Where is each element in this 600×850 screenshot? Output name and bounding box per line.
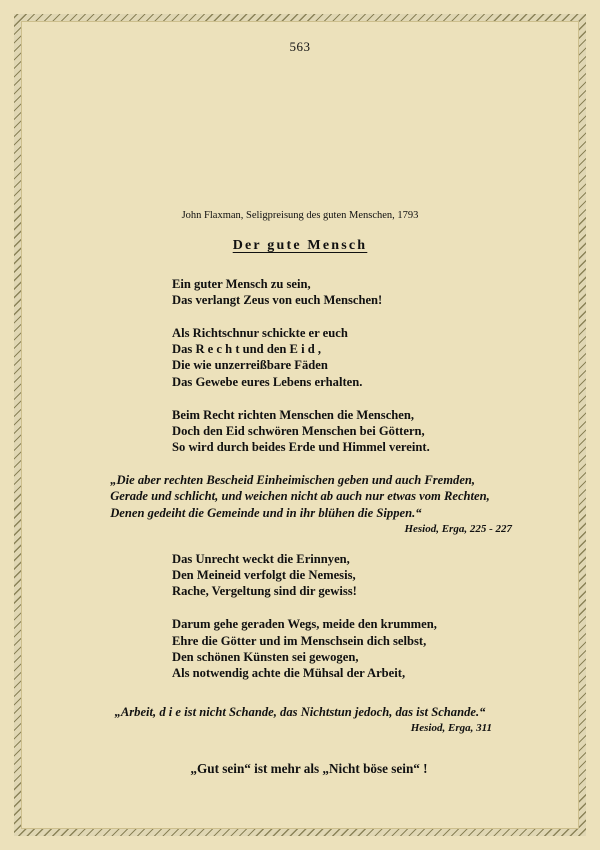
poem-block: [30, 210, 570, 777]
stanza-line: Beim Recht richten Menschen die Menschen,: [172, 407, 415, 422]
stanza-line: Doch den Eid schwören Menschen bei Göttern,: [172, 423, 425, 438]
stanza-line: Ein guter Mensch zu sein,: [172, 277, 311, 291]
quote-attribution-2: Hesiod, Erga, 311: [410, 722, 492, 735]
stanza-line: Das verlangt Zeus von euch Menschen!: [172, 293, 383, 308]
stanza-line: Darum gehe geraden Wegs, meide den krummen,: [172, 617, 437, 632]
stanza-line: Das Gewebe eures Lebens erhalten.: [172, 374, 363, 389]
artwork-caption: John Flaxman, Seligpreisung des guten Menschen, 1793: [181, 210, 419, 221]
stanza-line: Das R e c h t und den E i d ,: [172, 342, 322, 357]
quote-line: Gerade und schlicht, und weichen nicht ab auch nur etwas vom Rechten,: [110, 489, 490, 504]
stanza-line: Rache, Vergeltung sind dir gewiss!: [172, 584, 357, 599]
stanza-line: Den Meineid verfolgt die Nemesis,: [172, 568, 356, 583]
quote-line: „Die aber rechten Bescheid Einheimischen geben und auch Fremden,: [110, 472, 476, 487]
stanza-line: Als notwendig achte die Mühsal der Arbeit,: [172, 665, 406, 680]
stanza-line: Ehre die Götter und im Menschsein dich selbst,: [172, 633, 427, 648]
quote-line: Denen gedeiht die Gemeinde und in ihr blühen die Sippen.“: [110, 505, 422, 520]
stanza-2: [30, 325, 570, 389]
stanza-4: [30, 551, 570, 599]
page-title: Der gute Mensch: [232, 238, 368, 253]
quote-line: „Arbeit, d i e ist nicht Schande, das Nichtstun jedoch, das ist Schande.“: [114, 704, 486, 719]
quote-block-1: [30, 472, 570, 521]
stanza-line: Als Richtschnur schickte er euch: [172, 326, 348, 341]
page-content: [30, 26, 570, 824]
quote-attribution-1: Hesiod, Erga, 225 - 227: [404, 523, 512, 536]
stanza-line: So wird durch beides Erde und Himmel vereint.: [172, 439, 430, 454]
quote-lines: [110, 472, 490, 521]
stanza-3: [30, 407, 570, 455]
stanza-line: Den schönen Künsten sei gewogen,: [172, 649, 359, 664]
stanza-1: [30, 276, 570, 308]
quote-lines: [115, 704, 486, 720]
stanza-5: [30, 616, 570, 680]
quote-block-2: [30, 704, 570, 720]
stanza-line: Das Unrecht weckt die Erinnyen,: [172, 552, 350, 567]
stanza-line: Die wie unzerreißbare Fäden: [172, 358, 328, 373]
closing-statement: „Gut sein“ ist mehr als „Nicht böse sein“ !: [190, 761, 428, 777]
page-number: 563: [289, 39, 311, 54]
